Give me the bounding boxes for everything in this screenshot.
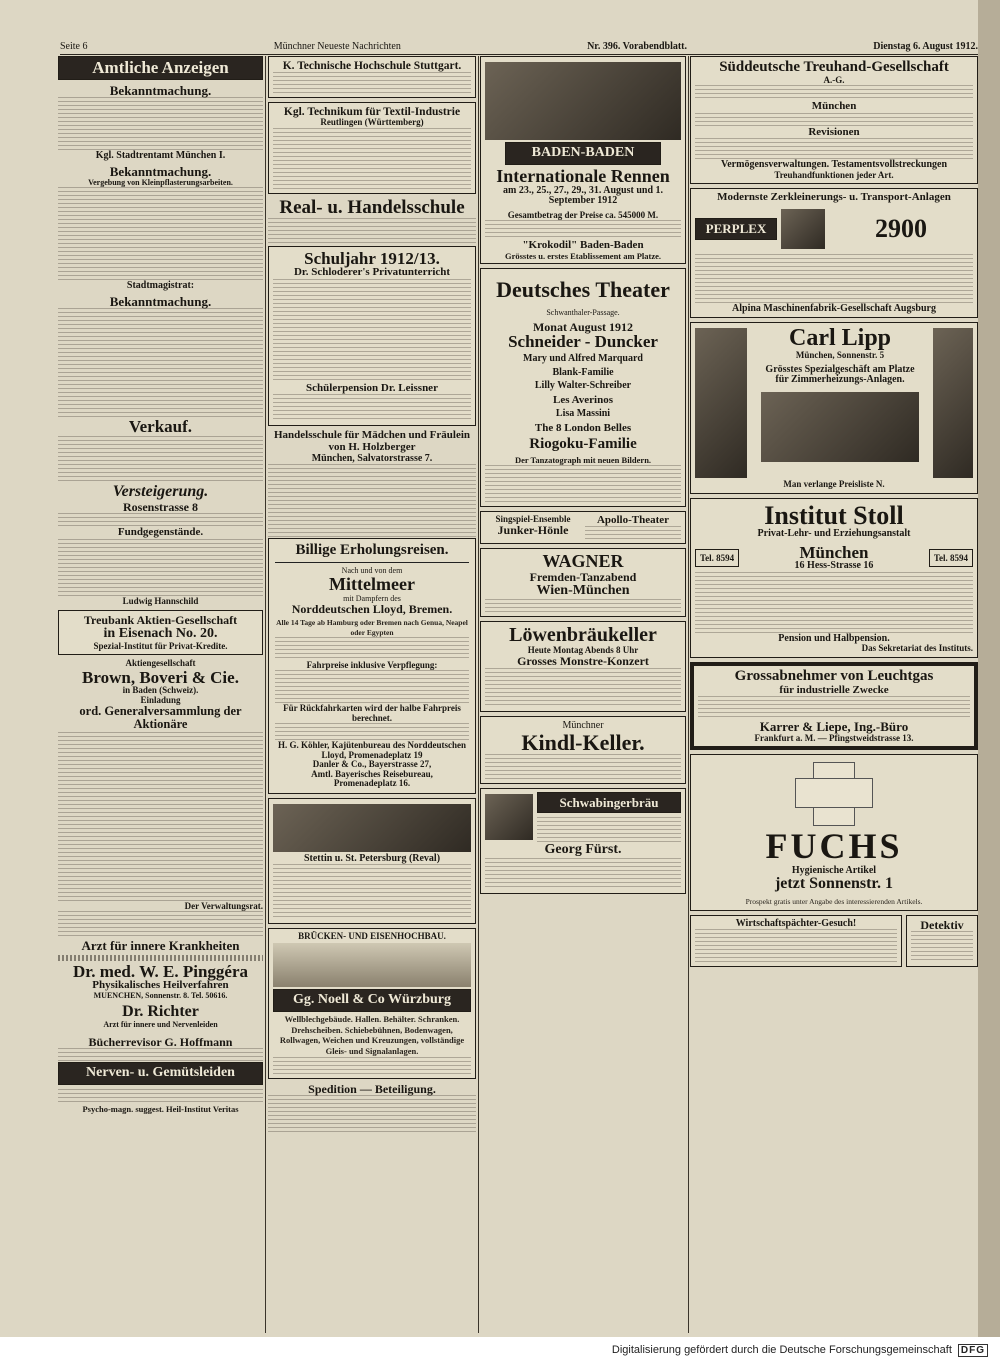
address: Rosenstrasse 8 <box>123 499 198 514</box>
wagner-event: Fremden-Tanzabend <box>529 570 637 585</box>
column-rule <box>688 56 689 1333</box>
buecherrevisor: Bücherrevisor G. Hoffmann <box>88 1034 233 1049</box>
lipp-address: München, Sonnenstr. 5 <box>795 350 885 361</box>
body-text <box>58 732 263 902</box>
act: Lilly Walter-Schreiber <box>534 380 632 392</box>
noell-products: Wellblechgebäude. Hallen. Behälter. Schranken. Drehscheiben. Schiebebühnen, Bodenwagen, Rollwagen, Weichen und Kreuzungen, vollständige Gleis- und Signalanlagen. <box>279 1014 465 1057</box>
act: Blank-Familie <box>552 366 614 378</box>
body-text <box>273 864 471 920</box>
veritas-line: Psycho-magn. suggest. Heil-Institut Veritas <box>82 1103 239 1114</box>
theater-location: Schwanthaler-Passage. <box>546 307 620 317</box>
schloderer-name: Dr. Schloderer's Privatunterricht <box>293 266 451 279</box>
stettin-ad <box>268 798 476 925</box>
verkauf-heading: Verkauf. <box>128 417 193 437</box>
body-text <box>485 465 681 503</box>
rennen-dates: am 23., 25., 27., 29., 31. August und 1. September 1912 <box>502 184 664 207</box>
body-text <box>268 464 476 538</box>
subheading: Vergebung von Kleinpflasterungsarbeiten. <box>88 177 233 187</box>
perplex-logo: PERPLEX <box>695 218 777 240</box>
issue-number: Nr. 396. Vorabendblatt. <box>587 40 688 52</box>
treubank-ad <box>58 610 263 655</box>
body-text <box>268 218 476 246</box>
bridge-illustration <box>273 943 471 987</box>
lipp-ad <box>690 322 978 493</box>
junker-name: Junker-Hönle <box>497 523 569 538</box>
body-text <box>273 72 471 94</box>
lloyd-mit: mit Dampfern des <box>343 593 401 603</box>
schwabinger-name: Schwabingerbräu <box>537 792 681 814</box>
stoll-name: Institut Stoll <box>764 500 904 530</box>
ag-label: Aktiengesellschaft <box>125 658 196 669</box>
kindl-name: Kindl-Keller. <box>521 729 645 755</box>
krokodil-name: "Krokodil" Baden-Baden <box>522 239 644 252</box>
stoll-city: München <box>799 542 869 562</box>
nerven-banner: Nerven- u. Gemütsleiden <box>58 1062 263 1085</box>
column-rule <box>265 56 266 1333</box>
body-text <box>585 526 681 540</box>
body-text <box>58 1048 263 1062</box>
amtliche-anzeigen-banner: Amtliche Anzeigen <box>58 56 263 80</box>
holzberger-name: von H. Holzberger <box>328 440 416 453</box>
act: Riogoku-Familie <box>529 436 637 453</box>
act: Les Averinos <box>553 393 613 406</box>
lloyd-agent: Amtl. Bayerisches Reisebureau, <box>311 768 433 779</box>
body-text <box>695 929 897 963</box>
body-text <box>58 436 263 484</box>
stoll-pension: Pension und Halbpension. <box>778 632 890 644</box>
authority-name: Kgl. Stadtrentamt München I. <box>95 150 226 162</box>
lloyd-agent: Promenadeplatz 16. <box>333 778 411 789</box>
invitation: Einladung <box>140 694 181 705</box>
fund-heading: Fundgegenstände. <box>117 526 204 539</box>
bekanntmachung-heading: Bekanntmachung. <box>109 82 212 98</box>
stove-illustration <box>695 328 747 478</box>
textil-ad <box>268 102 476 194</box>
body-text <box>485 668 681 708</box>
body-text <box>58 187 263 281</box>
pinggera-address: MUENCHEN, Sonnenstr. 8. Tel. 50616. <box>93 990 228 1000</box>
holzberger-address: München, Salvatorstrasse 7. <box>311 452 433 464</box>
treuhand-revisionen: Revisionen <box>808 125 860 138</box>
fuchs-ad <box>690 754 978 910</box>
lloyd-schedule: Alle 14 Tage ab Hamburg oder Bremen nach Genua, Neapel oder Egypten <box>276 618 468 637</box>
apollo-ad <box>480 511 686 545</box>
stuttgart-ad <box>268 56 476 98</box>
lloyd-agent: H. G. Köhler, Kajütenbureau des Norddeutschen Lloyd, Promenadeplatz 19 <box>277 740 467 760</box>
theater-month: Monat August 1912 <box>532 319 633 334</box>
pinggera-subtitle: Physikalisches Heilverfahren <box>92 979 229 992</box>
bekanntmachung-heading: Bekanntmachung. <box>109 163 212 179</box>
act-headliner: Schneider - Duncker <box>508 332 658 352</box>
richter-name: Dr. Richter <box>122 1003 199 1021</box>
leuchtgas-title: Grossabnehmer von Leuchtgas <box>734 667 934 684</box>
treubank-location: in Eisenach No. 20. <box>103 625 218 641</box>
body-text <box>275 723 469 741</box>
fuchs-subtitle: Hygienische Artikel <box>791 864 877 876</box>
gate-illustration <box>485 794 533 840</box>
stoll-secretariat: Das Sekretariat des Instituts. <box>861 643 973 654</box>
lloyd-headline: Billige Erholungsreisen. <box>275 543 469 563</box>
singspiel-label: Singspiel-Ensemble <box>495 513 571 524</box>
stoll-phone: Tel. 8594 <box>695 549 739 567</box>
body-text <box>485 858 681 890</box>
lipp-tagline: Grösstes Spezialgeschäft am Platze <box>765 363 915 375</box>
gv-heading: ord. Generalversammlung der Aktionäre <box>79 704 242 732</box>
apollo-name: Apollo-Theater <box>596 513 670 526</box>
body-text <box>911 931 973 961</box>
signature: Ludwig Hannschild <box>122 595 199 606</box>
body-text <box>273 128 471 190</box>
lloyd-ad <box>268 538 476 793</box>
richter-subtitle: Arzt für innere und Nervenleiden <box>103 1020 218 1030</box>
noell-banner: BRÜCKEN- UND EISENHOCHBAU. <box>298 931 446 942</box>
body-text <box>485 220 681 240</box>
act: Mary und Alfred Marquard <box>523 353 643 365</box>
stoll-ad <box>690 498 978 658</box>
arzt-heading: Arzt für innere Krankheiten <box>81 937 240 953</box>
georg-fuerst: Georg Fürst. <box>544 842 622 858</box>
treubank-name: Treubank Aktien-Gesellschaft <box>83 613 238 628</box>
column-rule <box>478 56 479 1333</box>
footer-bar <box>0 1337 1000 1363</box>
column-4 <box>690 56 978 1333</box>
treuhand-city: München <box>811 100 857 113</box>
signature: Der Verwaltungsrat. <box>184 900 263 911</box>
fuchs-name: FUCHS <box>765 826 903 867</box>
body-text <box>275 670 469 704</box>
fuchs-prospekt: Prospekt gratis unter Angabe des interessierenden Artikels. <box>745 897 923 907</box>
lloyd-agent: Danler & Co., Bayerstrasse 27, <box>312 759 432 770</box>
handelsschule-title: Handelsschule für Mädchen und Fräulein <box>274 429 470 442</box>
treuhand-name: Süddeutsche Treuhand-Gesellschaft <box>719 59 949 75</box>
pinggera-name: Dr. med. W. E. Pinggéra <box>72 961 249 981</box>
lloyd-fares: Fahrpreise inklusive Verpflegung: <box>306 660 438 671</box>
body-text <box>695 572 973 634</box>
dfg-logo: DFG <box>958 1344 988 1357</box>
column-3 <box>480 56 686 1333</box>
fuchs-address: jetzt Sonnenstr. 1 <box>774 875 894 893</box>
body-text <box>58 539 263 597</box>
alpina-headline: Modernste Zerkleinerungs- u. Transport-Anlagen <box>717 191 951 204</box>
realschule-heading: Real- u. Handelsschule <box>279 196 465 218</box>
paper-name: Münchner Neueste Nachrichten <box>273 40 401 52</box>
alpina-ad <box>690 188 978 318</box>
baden-ad <box>480 56 686 264</box>
schwabinger-ad <box>480 788 686 894</box>
spedition-heading: Spedition — Beteiligung. <box>308 1081 436 1096</box>
page-header <box>60 38 978 55</box>
body-text <box>275 637 469 661</box>
body-text <box>698 696 970 720</box>
body-text <box>695 254 973 304</box>
authority-name: Stadtmagistrat: <box>126 280 195 292</box>
wirtschaft-ad <box>690 915 902 968</box>
loewenbraeu-name: Löwenbräukeller <box>509 623 657 646</box>
kindl-prefix: Münchner <box>562 719 604 731</box>
noell-company: Gg. Noell & Co Würzburg <box>273 989 471 1012</box>
body-text <box>695 138 973 160</box>
body-text <box>58 1089 263 1105</box>
treuhand-ad <box>690 56 978 184</box>
leuchtgas-subtitle: für industrielle Zwecke <box>779 683 889 696</box>
loewenbraeu-time: Heute Montag Abends 8 Uhr <box>527 644 639 655</box>
baden-banner: BADEN-BADEN <box>505 142 661 165</box>
body-text <box>273 279 471 383</box>
treuhand-ag: A.-G. <box>823 74 845 85</box>
lloyd-intro: Nach und von dem <box>341 565 403 575</box>
loewenbraeu-ad <box>480 621 686 712</box>
body-text <box>268 1095 476 1135</box>
brown-boveri: Brown, Boveri & Cie. <box>82 667 239 687</box>
wagner-name: WAGNER <box>542 551 624 572</box>
footer-text: Digitalisierung gefördert durch die Deutsche Forschungsgemeinschaft <box>611 1344 952 1356</box>
horse-race-illustration <box>485 62 681 140</box>
oven-illustration <box>761 392 919 462</box>
kindl-ad <box>480 716 686 784</box>
body-text <box>485 754 681 780</box>
rennen-title: Internationale Rennen <box>496 165 670 186</box>
divider <box>58 955 263 961</box>
theater-ad <box>480 268 686 506</box>
body-text <box>485 599 681 613</box>
karrer-address: Frankfurt a. M. — Pfingstweidstrasse 13. <box>754 732 914 743</box>
stoll-phone: Tel. 8594 <box>929 549 973 567</box>
page-number: Seite 6 <box>60 40 88 52</box>
textil-title: Kgl. Technikum für Textil-Industrie <box>283 106 461 119</box>
body-text <box>58 911 263 939</box>
body-text <box>695 85 973 101</box>
detektiv-ad <box>906 915 978 968</box>
column-2 <box>268 56 476 1333</box>
lloyd-company: Norddeutschen Lloyd, Bremen. <box>291 601 453 616</box>
adjacent-page-edge <box>978 0 1000 1363</box>
body-text <box>695 113 973 127</box>
body-text <box>273 1057 471 1075</box>
karrer-name: Karrer & Liepe, Ing.-Büro <box>759 719 909 735</box>
treubank-tagline: Spezial-Institut für Privat-Kredite. <box>93 640 228 651</box>
lipp-heating: für Zimmerheizungs-Anlagen. <box>775 374 905 386</box>
stoll-address: 16 Hess-Strasse 16 <box>794 560 874 572</box>
wagner-ad <box>480 548 686 616</box>
rennen-prizes: Gesamtbetrag der Preise ca. 545000 M. <box>507 209 659 220</box>
body-text <box>58 97 263 151</box>
steamship-illustration <box>273 804 471 852</box>
act: Lisa Massini <box>555 408 611 420</box>
issue-date: Dienstag 6. August 1912. <box>873 40 978 52</box>
loewenbraeu-event: Grosses Monstre-Konzert <box>517 653 649 668</box>
theater-title: Deutsches Theater <box>496 277 670 303</box>
detektiv-title: Detektiv <box>920 917 964 932</box>
lipp-pricelist: Man verlange Preisliste N. <box>783 479 885 490</box>
lloyd-return: Für Rückfahrkarten wird der halbe Fahrpreis berechnet. <box>283 703 461 723</box>
body-text <box>58 513 263 527</box>
noell-ad <box>268 928 476 1079</box>
lloyd-destination: Mittelmeer <box>329 573 415 594</box>
stuttgart-title: K. Technische Hochschule Stuttgart. <box>282 60 462 72</box>
textil-location: Reutlingen (Württemberg) <box>320 117 424 128</box>
wirtschaft-title: Wirtschaftspächter-Gesuch! <box>735 917 857 929</box>
stove-illustration <box>933 328 973 478</box>
machine-illustration <box>781 209 825 249</box>
stoll-subtitle: Privat-Lehr- und Erziehungsanstalt <box>757 528 911 539</box>
alpina-company: Alpina Maschinenfabrik-Gesellschaft Augsburg <box>732 302 936 314</box>
treuhand-vermoegen: Vermögensverwaltungen. Testamentsvollstreckungen <box>720 159 948 171</box>
schuljahr-ad <box>268 246 476 427</box>
versteigerung-heading: Versteigerung. <box>112 483 209 500</box>
red-cross-emblem <box>695 758 973 828</box>
krokodil-tagline: Grösstes u. erstes Etablissement am Platze. <box>504 250 662 261</box>
schuljahr-title: Schuljahr 1912/13. <box>304 248 440 268</box>
perplex-price: 2900 <box>875 214 927 244</box>
body-text <box>58 308 263 418</box>
location: in Baden (Schweiz). <box>122 685 199 696</box>
body-text <box>537 817 681 843</box>
column-1 <box>58 56 263 1333</box>
act: The 8 London Belles <box>534 421 632 434</box>
act: Der Tanzatograph mit neuen Bildern. <box>514 454 652 465</box>
leuchtgas-ad <box>690 662 978 750</box>
leissner-name: Schülerpension Dr. Leissner <box>306 381 438 394</box>
body-text <box>273 394 471 422</box>
treuhand-funktionen: Treuhandfunktionen jeder Art. <box>774 169 894 180</box>
bekanntmachung-heading: Bekanntmachung. <box>109 293 212 309</box>
stettin-title: Stettin u. St. Petersburg (Reval) <box>303 852 441 864</box>
wagner-show: Wien-München <box>536 582 630 598</box>
lipp-name: Carl Lipp <box>788 325 892 352</box>
